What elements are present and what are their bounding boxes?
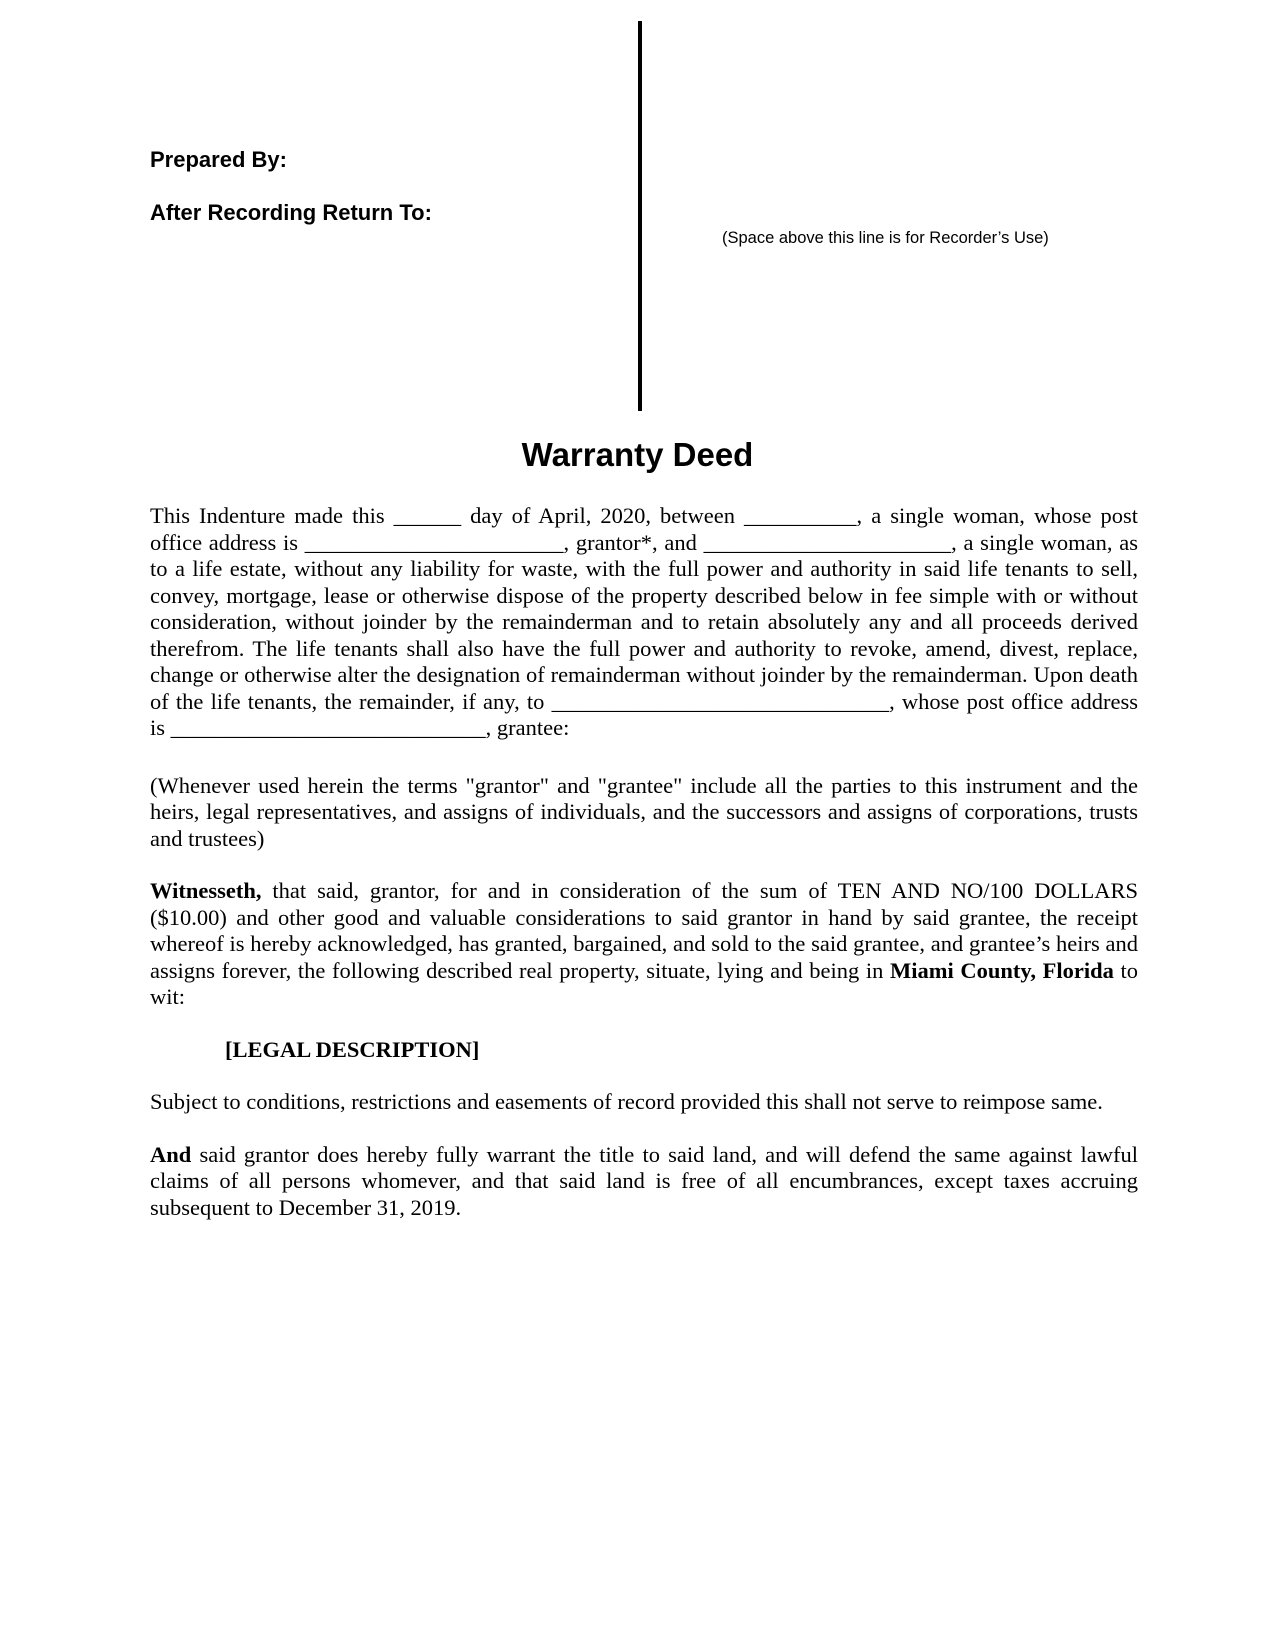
witnesseth-paragraph bbox=[150, 878, 1138, 1011]
warrant-lead-bold: And bbox=[150, 1141, 192, 1167]
document-title: Warranty Deed bbox=[521, 436, 754, 473]
warrant-text: said grantor does hereby fully warrant the title to said land, and will defend the same against lawful claims of all persons whomever, and that said land is free of all encumbrances, except taxes accruing subsequent to December 31, 2019. bbox=[150, 1141, 1138, 1220]
witnesseth-lead-bold: Witnesseth, bbox=[150, 878, 262, 903]
witnesseth-text: that said, grantor, for and in consideration of the sum of TEN AND NO/100 DOLLARS ($10.00) and other good and valuable considerations to said grantor in hand by said grantee, the receipt whereof is hereby acknowledged, has granted, bargained, and sold to the said grantee, and grantee’s heirs and assigns forever, the following described real property, situate, lying and being in bbox=[150, 878, 1138, 983]
warrant-paragraph bbox=[150, 1142, 1138, 1222]
subject-to-paragraph: Subject to conditions, restrictions and easements of record provided this shall not serve to reimpose same. bbox=[150, 1089, 1103, 1114]
after-recording-return-to-label: After Recording Return To: bbox=[150, 200, 432, 225]
indenture-paragraph: This Indenture made this ______ day of April, 2020, between __________, a single woman, whose post office address is _______________________, grantor*, and ______________________, a single woman, as to a life estate, without any liability for waste, with the full power and authority in said life tenants to sell, convey, mortgage, lease or otherwise dispose of the property described below in fee simple with or without consideration, without joinder by the remainderman and to retain absolutely any and all proceeds derived therefrom. The life tenants shall also have the full power and authority to revoke, amend, divest, replace, change or otherwise alter the designation of remainderman without joinder by the remainderman. Upon death of the life tenants, the remainder, if any, to ______________________________, whose post office address is ____________________________, grantee: bbox=[150, 503, 1138, 740]
document-body bbox=[150, 503, 1138, 1221]
prepared-by-label: Prepared By: bbox=[150, 147, 287, 172]
definitions-paragraph: (Whenever used herein the terms "grantor" and "grantee" include all the parties to this instrument and the heirs, legal representatives, and assigns of individuals, and the successors and assigns of corporations, trusts and trustees) bbox=[150, 772, 1138, 851]
legal-description-placeholder: [LEGAL DESCRIPTION] bbox=[225, 1036, 480, 1062]
county-state-bold: Miami County, Florida bbox=[889, 957, 1114, 983]
recorder-divider-line bbox=[638, 21, 642, 411]
recorder-use-note: (Space above this line is for Recorder’s Use) bbox=[722, 229, 1049, 247]
witnesseth-tail: to wit: bbox=[150, 957, 1138, 1009]
